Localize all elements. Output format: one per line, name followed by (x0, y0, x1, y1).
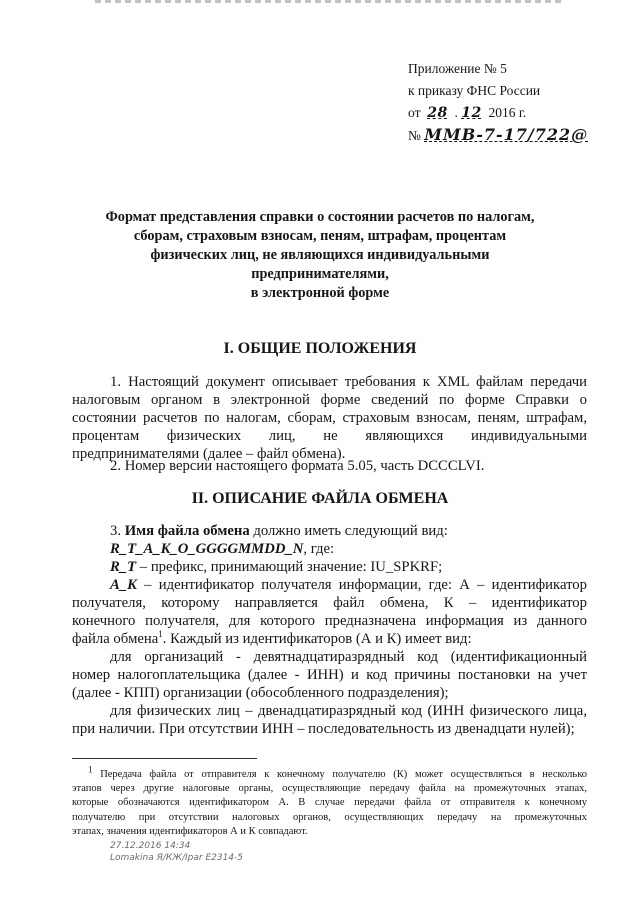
section-heading-general: I. ОБЩИЕ ПОЛОЖЕНИЯ (223, 340, 417, 357)
text-line: 1. Настоящий документ описывает требования к XML файлам передачи (110, 374, 587, 390)
title-line: в электронной форме (250, 285, 390, 301)
footnote-line: 1 Передача файла от отправителя к конечному получателю (К) может осуществляться в несколько (88, 764, 588, 780)
order-number-handwritten: ММВ-7-17/722@ (424, 125, 589, 144)
text-line: для физических лиц – двенадцатиразрядный код (ИНН физического лица, (110, 703, 587, 719)
order-date: от 28 . 12 2016 г. (408, 105, 527, 121)
text-line: номер налогоплательщика (далее - ИНН) и код причины постановки на учет (72, 667, 587, 683)
prefix-term: R_T (110, 559, 137, 575)
text-line: конечного получателя, для которого предназначена информация из данного (72, 613, 587, 629)
text-line: налоговым органом в электронной форме сведений по форме Справки о (72, 392, 587, 408)
footnote-line: получателю при отсутствии налоговых органов, осуществляющих передачу на промежуточных (72, 811, 587, 823)
date-year: 2016 г. (488, 105, 527, 120)
text-line: файла обмена$^1$. Каждый из идентификаторов (А и К) имеет вид: (72, 629, 472, 647)
paragraph-3 (72, 522, 587, 738)
text-line: состоянии расчетов по налогам, сборам, страховым взносам, пеням, штрафам, (72, 410, 587, 426)
file-name-line: 3. Имя файла обмена должно иметь следующий вид: (110, 523, 448, 539)
text-line: процентам физических лиц, не являющихся индивидуальными (72, 428, 587, 444)
paragraph-1 (72, 373, 587, 463)
text-line: предпринимателями (далее – файл обмена). (72, 446, 346, 462)
footnote-line: этапах, значения идентификаторов А и К совпадают. (72, 825, 308, 837)
footnote (72, 764, 588, 839)
stamp-line: 27.12.2016 14:34 (110, 841, 191, 851)
footnote-number: 1 (88, 764, 93, 775)
file-name-term: Имя файла обмена (124, 523, 250, 539)
date-day-handwritten: 28 (427, 105, 448, 121)
text-line: при наличии. При отсутствии ИНН – последовательность из двенадцати нулей); (72, 721, 575, 737)
date-prefix: от (408, 105, 421, 120)
section-heading-exchange-file: II. ОПИСАНИЕ ФАЙЛА ОБМЕНА (191, 490, 449, 507)
text-line: для организаций - девятнадцатиразрядный код (идентификационный (110, 649, 587, 665)
title-line: Формат представления справки о состоянии расчетов по налогам, (105, 209, 535, 225)
title-line: физических лиц, не являющихся индивидуальными (150, 247, 490, 263)
order-reference: к приказу ФНС России (408, 83, 541, 98)
file-name-pattern: R_T_A_K_O_GGGGMMDD_N (110, 541, 304, 557)
registration-stamp (110, 840, 243, 864)
title-line: сборам, страховым взносам, пеням, штрафам, процентам (133, 228, 507, 244)
title-line: предпринимателями, (251, 266, 389, 282)
appendix-title: Приложение № 5 (408, 61, 507, 76)
footnote-line: которые обозначаются идентификатором А. В случае передачи файла от отправителя к конечному (72, 797, 587, 809)
identifier-line: A_K – идентификатор получателя информации, где: А – идентификатор (110, 577, 587, 593)
footnote-divider (72, 758, 257, 759)
appendix-block (408, 58, 618, 147)
order-number (408, 124, 618, 147)
footnote-marker: 1 (158, 629, 163, 640)
text-line: получателя, которому направляется файл обмена, К – идентификатор (72, 595, 587, 611)
document-title (100, 208, 540, 303)
date-month-handwritten: 12 (461, 105, 482, 121)
identifier-term: A_K (110, 577, 137, 593)
prefix-line: R_T – префикс, принимающий значение: IU_SPKRF; (110, 559, 443, 575)
scan-top-edge (95, 0, 565, 3)
paragraph-2: 2. Номер версии настоящего формата 5.05, часть DCCCLVI. (110, 458, 485, 474)
number-prefix: № (408, 128, 421, 143)
footnote-line: этапов через другие налоговые органы, осуществляющие передачу файла на промежуточных этапах, (72, 783, 587, 795)
text-line: (далее - КПП) организации (обособленного подразделения); (72, 685, 449, 701)
pattern-line: R_T_A_K_O_GGGGMMDD_N, где: (110, 541, 335, 557)
stamp-line: Lomakina Я/КЖ/Ipar Е2314-5 (110, 853, 244, 863)
